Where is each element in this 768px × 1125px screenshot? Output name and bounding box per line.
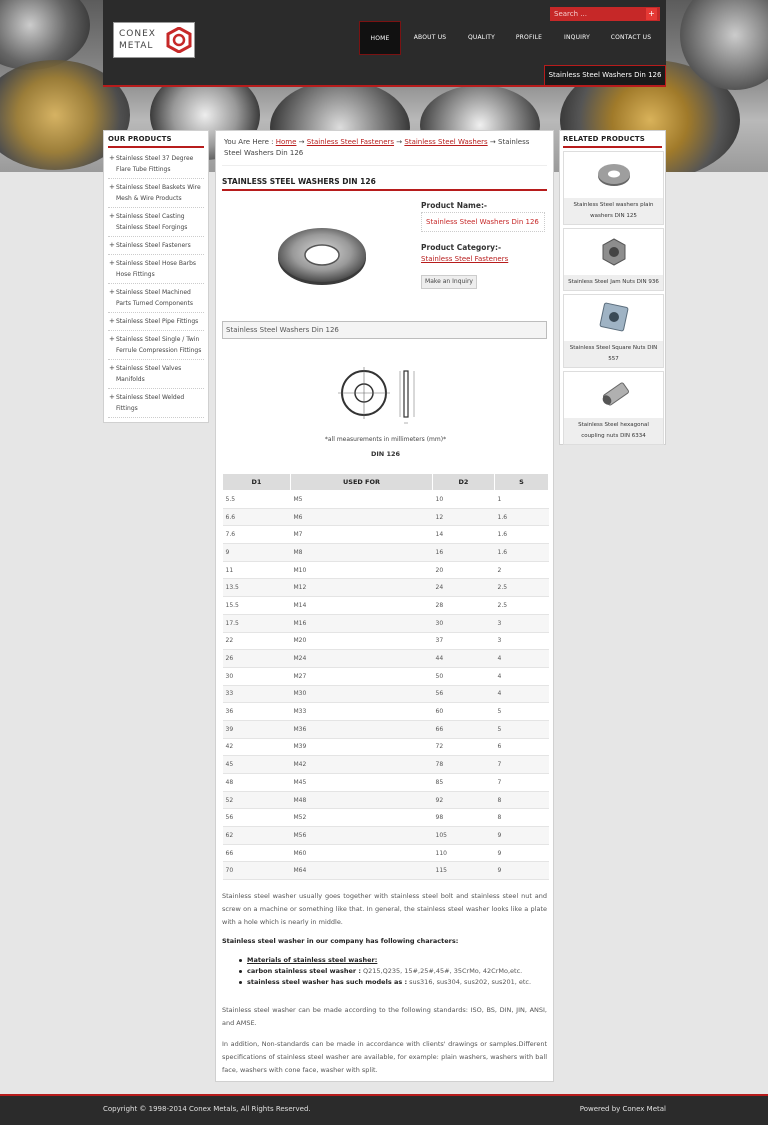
table-cell: 1.6 [495,526,549,544]
table-cell: 2.5 [495,579,549,597]
table-cell: 15.5 [223,597,291,615]
plain-washer-icon [564,152,665,198]
breadcrumb-washers-link[interactable]: Stainless Steel Washers [404,138,488,146]
bullet-label: Materials of stainless steel washer: [247,956,378,965]
table-cell: 5 [495,720,549,738]
coupling-nut-icon [564,372,665,418]
table-cell: M48 [291,791,433,809]
table-cell: 5 [495,703,549,721]
table-body [223,491,549,880]
table-cell: M39 [291,738,433,756]
table-row [223,614,549,632]
table-cell: 5.5 [223,491,291,509]
search-button[interactable]: + [646,8,657,20]
table-row [223,720,549,738]
table-cell: 45 [223,756,291,774]
main-nav [359,21,662,55]
breadcrumb-prefix: You Are Here : [224,138,274,146]
product-category-label: Product Category:- [421,243,502,252]
table-cell: 8 [495,791,549,809]
table-cell: M36 [291,720,433,738]
table-cell: 62 [223,827,291,845]
breadcrumb-home-link[interactable]: Home [275,138,297,146]
table-cell: 8 [495,809,549,827]
table-cell: 110 [433,844,495,862]
breadcrumb [222,137,547,166]
sidebar-item[interactable]: + Stainless Steel Machined Parts Turned Components [108,284,204,313]
related-product-caption: Stainless Steel Jam Nuts DIN 936 [564,275,663,290]
measurement-note: *all measurements in millimeters (mm)* [324,436,447,443]
table-row [223,579,549,597]
table-cell: M27 [291,667,433,685]
table-cell: M52 [291,809,433,827]
table-row [223,774,549,792]
non-standard-paragraph: In addition, Non-standards can be made in accordance with clients' drawings or samples.Different specifications of stainless steel washer are available, for example: plain washers, washers with ball face, washers with cone face, washer with split. [222,1040,547,1075]
table-cell: M56 [291,827,433,845]
site-logo[interactable] [113,22,195,58]
table-cell: 66 [433,720,495,738]
table-cell: 26 [223,650,291,668]
table-cell: 70 [223,862,291,880]
table-row [223,526,549,544]
product-category-link[interactable]: Stainless Steel Fasteners [421,255,509,263]
related-product-caption: Stainless Steel Square Nuts DIN 557 [564,341,663,367]
breadcrumb-fasteners-link[interactable]: Stainless Steel Fasteners [306,138,395,146]
table-cell: M30 [291,685,433,703]
table-row [223,597,549,615]
table-cell: 7 [495,774,549,792]
search-box [550,7,660,21]
square-nut-icon [564,295,665,341]
column-header: D2 [433,474,495,491]
description-paragraph: Stainless steel washer usually goes together with stainless steel bolt and stainless steel nut and screw on a machine or something like that. In general, the stainless steel washer looks like a plate with a hole which is nearly in middle. [222,892,547,927]
list-item [239,955,547,966]
page-title-tag: Stainless Steel Washers Din 126 [544,65,666,85]
table-row [223,738,549,756]
sidebar-title: OUR PRODUCTS [108,135,204,148]
sidebar-item[interactable]: + Stainless Steel Hose Barbs Hose Fittings [108,255,204,284]
related-products-sidebar [559,130,666,445]
table-row [223,508,549,526]
bullet-label: carbon stainless steel washer : [247,967,361,976]
related-product-card[interactable] [563,151,664,225]
din-label: DIN 126 [370,450,401,458]
powered-by-text: Powered by Conex Metal [579,1105,666,1113]
table-cell: 14 [433,526,495,544]
main-content [215,130,554,1082]
table-cell: 72 [433,738,495,756]
make-inquiry-button[interactable]: Make an Inquiry [421,275,477,289]
table-cell: M6 [291,508,433,526]
sidebar-item[interactable]: + Stainless Steel Baskets Wire Mesh & Wire Products [108,179,204,208]
logo-text: CONEX METAL [119,29,156,51]
table-cell: 36 [223,703,291,721]
nav-home[interactable]: HOME [359,21,401,55]
sidebar-item[interactable]: + Stainless Steel Fasteners [108,237,204,255]
table-cell: 1.6 [495,508,549,526]
product-name-value: Stainless Steel Washers Din 126 [421,212,545,232]
table-cell: 7 [495,756,549,774]
table-cell: 7.6 [223,526,291,544]
hex-nut-logo-icon [166,27,192,53]
table-cell: 11 [223,561,291,579]
breadcrumb-arrow: → [298,138,305,146]
table-cell: 30 [223,667,291,685]
breadcrumb-arrow: → [396,138,403,146]
table-cell: 17.5 [223,614,291,632]
sidebar-item[interactable]: + Stainless Steel 37 Degree Flare Tube Fittings [108,150,204,179]
search-input[interactable] [550,10,646,18]
table-cell: 9 [495,844,549,862]
table-header-row [223,474,549,491]
list-item [239,966,547,977]
table-cell: M24 [291,650,433,668]
related-product-caption: Stainless Steel hexagonal coupling nuts DIN 6334 [564,418,663,444]
table-cell: 4 [495,667,549,685]
sidebar-item[interactable]: + Stainless Steel Valves Manifolds [108,360,204,389]
related-title: RELATED PRODUCTS [563,135,662,148]
nav-quality[interactable]: QUALITY [467,34,496,41]
table-cell: M45 [291,774,433,792]
table-cell: M60 [291,844,433,862]
breadcrumb-arrow: → [489,138,496,146]
table-cell: 4 [495,685,549,703]
table-cell: 4 [495,650,549,668]
table-row [223,667,549,685]
table-cell: 1 [495,491,549,509]
table-cell: M5 [291,491,433,509]
jam-nut-icon [564,229,665,275]
table-row [223,791,549,809]
table-cell: 2 [495,561,549,579]
nav-contact-us[interactable]: CONTACT US [610,34,652,41]
table-cell: 2.5 [495,597,549,615]
sidebar-item[interactable]: + Stainless Steel Single / Twin Ferrule Compression Fittings [108,331,204,360]
product-category-list [108,150,204,418]
table-cell: M12 [291,579,433,597]
washer-technical-drawing [222,339,547,463]
table-cell: 6.6 [223,508,291,526]
tab-product-details[interactable]: Stainless Steel Washers Din 126 [222,321,547,339]
table-cell: 24 [433,579,495,597]
sidebar-item[interactable]: + Stainless Steel Casting Stainless Steel Forgings [108,208,204,237]
table-cell: 1.6 [495,544,549,562]
table-cell: 115 [433,862,495,880]
table-cell: 22 [223,632,291,650]
site-footer [0,1094,768,1125]
table-cell: M8 [291,544,433,562]
coupling-nut-thumbnail [564,372,663,418]
table-cell: 52 [223,791,291,809]
bullet-value: sus316, sus304, sus202, sus201, etc. [409,978,532,987]
related-product-card[interactable] [563,371,664,445]
sidebar-item[interactable]: + Stainless Steel Welded Fittings [108,389,204,418]
table-cell: 60 [433,703,495,721]
table-row [223,561,549,579]
table-cell: M10 [291,561,433,579]
table-cell: M14 [291,597,433,615]
table-cell: 3 [495,614,549,632]
related-product-caption: Stainless Steel washers plain washers DIN 125 [564,198,663,224]
table-cell: 48 [223,774,291,792]
table-cell: 3 [495,632,549,650]
product-heading: STAINLESS STEEL WASHERS DIN 126 [222,177,547,191]
characters-list [239,955,547,988]
table-row [223,685,549,703]
products-sidebar [103,130,209,423]
table-cell: 56 [433,685,495,703]
table-cell: 105 [433,827,495,845]
table-cell: M64 [291,862,433,880]
table-cell: M16 [291,614,433,632]
table-row [223,703,549,721]
characters-heading: Stainless steel washer in our company has following characters: [222,937,459,946]
nav-inquiry[interactable]: INQUIRY [564,34,590,41]
list-item [239,977,547,988]
square-nut-thumbnail [564,295,663,341]
jam-nut-thumbnail [564,229,663,275]
table-cell: 9 [223,544,291,562]
copyright-text: Copyright © 1998-2014 Conex Metals, All Rights Reserved. [103,1105,311,1113]
table-cell: 9 [495,827,549,845]
dimension-table [222,473,549,880]
table-cell: 37 [433,632,495,650]
bullet-label: stainless steel washer has such models as : [247,978,408,987]
table-cell: M33 [291,703,433,721]
column-header: USED FOR [291,474,433,491]
washer-diagram [334,361,434,431]
related-product-card[interactable] [563,228,664,291]
table-cell: M7 [291,526,433,544]
column-header: D1 [223,474,291,491]
standards-paragraph: Stainless steel washer can be made according to the following standards: ISO, BS, DIN, JIN, ANSI, and AMSE. [222,1006,547,1028]
table-row [223,809,549,827]
table-cell: 12 [433,508,495,526]
breadcrumb-current: Stainless Steel Washers Din 126 [224,138,530,157]
table-row [223,544,549,562]
nav-profile[interactable]: PROFILE [515,34,543,41]
product-name-label: Product Name:- [421,201,488,210]
table-row [223,632,549,650]
table-cell: 30 [433,614,495,632]
table-cell: 85 [433,774,495,792]
table-row [223,862,549,880]
table-cell: 28 [433,597,495,615]
table-cell: 39 [223,720,291,738]
table-row [223,844,549,862]
table-cell: 10 [433,491,495,509]
table-row [223,756,549,774]
table-cell: 92 [433,791,495,809]
table-cell: 66 [223,844,291,862]
table-cell: 56 [223,809,291,827]
table-cell: 44 [433,650,495,668]
header-accent-line [103,85,666,87]
table-cell: M42 [291,756,433,774]
washer-thumbnail [564,152,663,198]
table-cell: 6 [495,738,549,756]
product-summary [222,191,547,321]
table-cell: 42 [223,738,291,756]
table-cell: 78 [433,756,495,774]
table-cell: 16 [433,544,495,562]
nav-about-us[interactable]: ABOUT US [413,34,447,41]
table-cell: 33 [223,685,291,703]
table-row [223,650,549,668]
sidebar-item[interactable]: + Stainless Steel Pipe Fittings [108,313,204,331]
washer-product-image [276,225,368,287]
table-cell: 20 [433,561,495,579]
column-header: S [495,474,549,491]
table-cell: 9 [495,862,549,880]
table-row [223,491,549,509]
table-cell: 13.5 [223,579,291,597]
table-cell: M20 [291,632,433,650]
table-cell: 50 [433,667,495,685]
bullet-value: Q215,Q235, 15#,25#,45#, 35CrMo, 42CrMo,etc. [363,967,523,976]
table-row [223,827,549,845]
table-cell: 98 [433,809,495,827]
related-product-card[interactable] [563,294,664,368]
